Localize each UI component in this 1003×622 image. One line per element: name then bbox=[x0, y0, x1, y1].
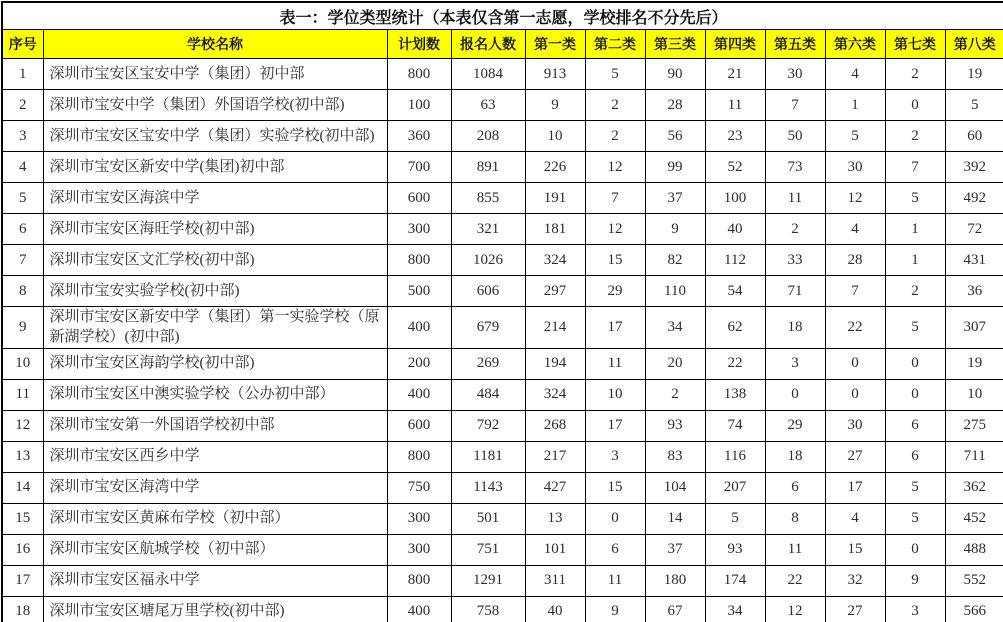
value-cell: 0 bbox=[885, 90, 945, 121]
value-cell: 452 bbox=[945, 503, 1003, 534]
value-cell: 6 bbox=[885, 410, 945, 441]
table-header-row bbox=[2, 30, 1003, 59]
value-cell: 566 bbox=[945, 596, 1003, 622]
value-cell: 9 bbox=[525, 90, 585, 121]
value-cell: 19 bbox=[945, 348, 1003, 379]
row-index-cell: 4 bbox=[2, 152, 43, 183]
value-cell: 19 bbox=[945, 59, 1003, 90]
value-cell: 492 bbox=[945, 183, 1003, 214]
value-cell: 5 bbox=[885, 472, 945, 503]
value-cell: 600 bbox=[387, 410, 451, 441]
row-index-cell: 9 bbox=[2, 307, 43, 349]
value-cell: 4 bbox=[825, 59, 885, 90]
table-row bbox=[2, 245, 1003, 276]
value-cell: 99 bbox=[645, 152, 705, 183]
value-cell: 275 bbox=[945, 410, 1003, 441]
value-cell: 0 bbox=[765, 379, 825, 410]
value-cell: 22 bbox=[765, 565, 825, 596]
value-cell: 21 bbox=[705, 59, 765, 90]
row-index-cell: 3 bbox=[2, 121, 43, 152]
value-cell: 10 bbox=[945, 379, 1003, 410]
value-cell: 0 bbox=[885, 534, 945, 565]
value-cell: 200 bbox=[387, 348, 451, 379]
row-index-cell: 11 bbox=[2, 379, 43, 410]
value-cell: 27 bbox=[825, 596, 885, 622]
value-cell: 500 bbox=[387, 276, 451, 307]
value-cell: 9 bbox=[585, 596, 645, 622]
value-cell: 800 bbox=[387, 565, 451, 596]
value-cell: 711 bbox=[945, 441, 1003, 472]
value-cell: 552 bbox=[945, 565, 1003, 596]
school-name-cell: 深圳市宝安中学（集团）外国语学校(初中部) bbox=[43, 90, 387, 121]
value-cell: 174 bbox=[705, 565, 765, 596]
value-cell: 82 bbox=[645, 245, 705, 276]
value-cell: 56 bbox=[645, 121, 705, 152]
value-cell: 321 bbox=[451, 214, 525, 245]
row-index-cell: 1 bbox=[2, 59, 43, 90]
row-index-cell: 6 bbox=[2, 214, 43, 245]
value-cell: 10 bbox=[585, 379, 645, 410]
row-index-cell: 2 bbox=[2, 90, 43, 121]
value-cell: 501 bbox=[451, 503, 525, 534]
value-cell: 1291 bbox=[451, 565, 525, 596]
school-name-cell: 深圳市宝安实验学校(初中部) bbox=[43, 276, 387, 307]
school-name-cell: 深圳市宝安区航城学校（初中部） bbox=[43, 534, 387, 565]
value-cell: 11 bbox=[765, 534, 825, 565]
value-cell: 300 bbox=[387, 503, 451, 534]
value-cell: 214 bbox=[525, 307, 585, 349]
value-cell: 5 bbox=[585, 59, 645, 90]
value-cell: 34 bbox=[705, 596, 765, 622]
value-cell: 307 bbox=[945, 307, 1003, 349]
value-cell: 17 bbox=[585, 410, 645, 441]
row-index-cell: 18 bbox=[2, 596, 43, 622]
school-name-cell: 深圳市宝安区海旺学校(初中部) bbox=[43, 214, 387, 245]
table-row bbox=[2, 503, 1003, 534]
school-name-cell: 深圳市宝安第一外国语学校初中部 bbox=[43, 410, 387, 441]
value-cell: 62 bbox=[705, 307, 765, 349]
value-cell: 269 bbox=[451, 348, 525, 379]
value-cell: 40 bbox=[525, 596, 585, 622]
row-index-cell: 7 bbox=[2, 245, 43, 276]
school-name-cell: 深圳市宝安区海湾中学 bbox=[43, 472, 387, 503]
value-cell: 600 bbox=[387, 183, 451, 214]
value-cell: 100 bbox=[387, 90, 451, 121]
value-cell: 15 bbox=[585, 472, 645, 503]
value-cell: 63 bbox=[451, 90, 525, 121]
value-cell: 101 bbox=[525, 534, 585, 565]
value-cell: 3 bbox=[765, 348, 825, 379]
value-cell: 207 bbox=[705, 472, 765, 503]
value-cell: 0 bbox=[885, 379, 945, 410]
table-row bbox=[2, 183, 1003, 214]
value-cell: 2 bbox=[885, 59, 945, 90]
value-cell: 12 bbox=[765, 596, 825, 622]
value-cell: 116 bbox=[705, 441, 765, 472]
value-cell: 11 bbox=[585, 565, 645, 596]
value-cell: 1 bbox=[825, 90, 885, 121]
value-cell: 7 bbox=[885, 152, 945, 183]
value-cell: 700 bbox=[387, 152, 451, 183]
value-cell: 297 bbox=[525, 276, 585, 307]
value-cell: 427 bbox=[525, 472, 585, 503]
value-cell: 360 bbox=[387, 121, 451, 152]
value-cell: 7 bbox=[765, 90, 825, 121]
value-cell: 93 bbox=[645, 410, 705, 441]
value-cell: 324 bbox=[525, 245, 585, 276]
table-row bbox=[2, 534, 1003, 565]
school-name-cell: 深圳市宝安区西乡中学 bbox=[43, 441, 387, 472]
school-name-cell: 深圳市宝安区文汇学校(初中部) bbox=[43, 245, 387, 276]
value-cell: 104 bbox=[645, 472, 705, 503]
value-cell: 4 bbox=[825, 214, 885, 245]
value-cell: 2 bbox=[585, 121, 645, 152]
value-cell: 11 bbox=[585, 348, 645, 379]
value-cell: 488 bbox=[945, 534, 1003, 565]
value-cell: 30 bbox=[825, 152, 885, 183]
column-header-4: 报名人数 bbox=[451, 30, 525, 59]
value-cell: 5 bbox=[885, 183, 945, 214]
value-cell: 73 bbox=[765, 152, 825, 183]
value-cell: 800 bbox=[387, 59, 451, 90]
value-cell: 400 bbox=[387, 379, 451, 410]
value-cell: 758 bbox=[451, 596, 525, 622]
value-cell: 6 bbox=[585, 534, 645, 565]
value-cell: 27 bbox=[825, 441, 885, 472]
value-cell: 33 bbox=[765, 245, 825, 276]
value-cell: 1026 bbox=[451, 245, 525, 276]
value-cell: 792 bbox=[451, 410, 525, 441]
column-header-2: 学校名称 bbox=[43, 30, 387, 59]
row-index-cell: 16 bbox=[2, 534, 43, 565]
value-cell: 100 bbox=[705, 183, 765, 214]
value-cell: 54 bbox=[705, 276, 765, 307]
value-cell: 606 bbox=[451, 276, 525, 307]
value-cell: 6 bbox=[765, 472, 825, 503]
value-cell: 1 bbox=[885, 214, 945, 245]
column-header-6: 第二类 bbox=[585, 30, 645, 59]
row-index-cell: 8 bbox=[2, 276, 43, 307]
value-cell: 181 bbox=[525, 214, 585, 245]
table-row bbox=[2, 596, 1003, 622]
value-cell: 226 bbox=[525, 152, 585, 183]
row-index-cell: 14 bbox=[2, 472, 43, 503]
value-cell: 2 bbox=[645, 379, 705, 410]
table-row bbox=[2, 307, 1003, 349]
value-cell: 28 bbox=[825, 245, 885, 276]
school-name-cell: 深圳市宝安区海韵学校(初中部) bbox=[43, 348, 387, 379]
value-cell: 217 bbox=[525, 441, 585, 472]
value-cell: 11 bbox=[765, 183, 825, 214]
value-cell: 22 bbox=[705, 348, 765, 379]
value-cell: 180 bbox=[645, 565, 705, 596]
value-cell: 52 bbox=[705, 152, 765, 183]
value-cell: 50 bbox=[765, 121, 825, 152]
value-cell: 28 bbox=[645, 90, 705, 121]
table-body bbox=[2, 59, 1003, 622]
school-name-cell: 深圳市宝安区中澳实验学校（公办初中部） bbox=[43, 379, 387, 410]
column-header-9: 第五类 bbox=[765, 30, 825, 59]
value-cell: 4 bbox=[825, 503, 885, 534]
value-cell: 392 bbox=[945, 152, 1003, 183]
table-title: 表一：学位类型统计（本表仅含第一志愿，学校排名不分先后） bbox=[2, 2, 1003, 30]
value-cell: 1143 bbox=[451, 472, 525, 503]
value-cell: 37 bbox=[645, 183, 705, 214]
value-cell: 17 bbox=[585, 307, 645, 349]
column-header-3: 计划数 bbox=[387, 30, 451, 59]
value-cell: 83 bbox=[645, 441, 705, 472]
row-index-cell: 15 bbox=[2, 503, 43, 534]
value-cell: 3 bbox=[585, 441, 645, 472]
value-cell: 9 bbox=[885, 565, 945, 596]
value-cell: 300 bbox=[387, 214, 451, 245]
row-index-cell: 10 bbox=[2, 348, 43, 379]
value-cell: 72 bbox=[945, 214, 1003, 245]
value-cell: 2 bbox=[585, 90, 645, 121]
degree-type-stat-table bbox=[1, 1, 1003, 622]
value-cell: 268 bbox=[525, 410, 585, 441]
value-cell: 5 bbox=[885, 503, 945, 534]
value-cell: 7 bbox=[585, 183, 645, 214]
table-row bbox=[2, 90, 1003, 121]
table-row bbox=[2, 410, 1003, 441]
school-name-cell: 深圳市宝安区宝安中学（集团）实验学校(初中部) bbox=[43, 121, 387, 152]
value-cell: 90 bbox=[645, 59, 705, 90]
value-cell: 484 bbox=[451, 379, 525, 410]
value-cell: 362 bbox=[945, 472, 1003, 503]
column-header-1: 序号 bbox=[2, 30, 43, 59]
row-index-cell: 17 bbox=[2, 565, 43, 596]
column-header-10: 第六类 bbox=[825, 30, 885, 59]
value-cell: 2 bbox=[885, 121, 945, 152]
school-name-cell: 深圳市宝安区新安中学（集团）第一实验学校（原新湖学校）(初中部) bbox=[43, 307, 387, 349]
value-cell: 15 bbox=[585, 245, 645, 276]
value-cell: 110 bbox=[645, 276, 705, 307]
table-row bbox=[2, 59, 1003, 90]
value-cell: 12 bbox=[825, 183, 885, 214]
table-row bbox=[2, 379, 1003, 410]
value-cell: 5 bbox=[945, 90, 1003, 121]
column-header-12: 第八类 bbox=[945, 30, 1003, 59]
value-cell: 34 bbox=[645, 307, 705, 349]
value-cell: 71 bbox=[765, 276, 825, 307]
value-cell: 93 bbox=[705, 534, 765, 565]
row-index-cell: 12 bbox=[2, 410, 43, 441]
value-cell: 11 bbox=[705, 90, 765, 121]
value-cell: 324 bbox=[525, 379, 585, 410]
value-cell: 14 bbox=[645, 503, 705, 534]
value-cell: 1084 bbox=[451, 59, 525, 90]
value-cell: 20 bbox=[645, 348, 705, 379]
value-cell: 6 bbox=[885, 441, 945, 472]
value-cell: 18 bbox=[765, 307, 825, 349]
value-cell: 311 bbox=[525, 565, 585, 596]
table-row bbox=[2, 441, 1003, 472]
value-cell: 30 bbox=[825, 410, 885, 441]
value-cell: 891 bbox=[451, 152, 525, 183]
value-cell: 22 bbox=[825, 307, 885, 349]
value-cell: 7 bbox=[825, 276, 885, 307]
value-cell: 800 bbox=[387, 441, 451, 472]
value-cell: 300 bbox=[387, 534, 451, 565]
school-name-cell: 深圳市宝安区海滨中学 bbox=[43, 183, 387, 214]
value-cell: 400 bbox=[387, 596, 451, 622]
value-cell: 855 bbox=[451, 183, 525, 214]
value-cell: 913 bbox=[525, 59, 585, 90]
value-cell: 74 bbox=[705, 410, 765, 441]
value-cell: 1 bbox=[885, 245, 945, 276]
value-cell: 29 bbox=[765, 410, 825, 441]
value-cell: 112 bbox=[705, 245, 765, 276]
row-index-cell: 5 bbox=[2, 183, 43, 214]
school-name-cell: 深圳市宝安区塘尾万里学校(初中部) bbox=[43, 596, 387, 622]
value-cell: 18 bbox=[765, 441, 825, 472]
value-cell: 2 bbox=[765, 214, 825, 245]
value-cell: 8 bbox=[765, 503, 825, 534]
value-cell: 13 bbox=[525, 503, 585, 534]
value-cell: 40 bbox=[705, 214, 765, 245]
school-name-cell: 深圳市宝安区宝安中学（集团）初中部 bbox=[43, 59, 387, 90]
table-row bbox=[2, 472, 1003, 503]
value-cell: 37 bbox=[645, 534, 705, 565]
value-cell: 10 bbox=[525, 121, 585, 152]
value-cell: 5 bbox=[825, 121, 885, 152]
value-cell: 36 bbox=[945, 276, 1003, 307]
table-row bbox=[2, 152, 1003, 183]
value-cell: 0 bbox=[585, 503, 645, 534]
table-row bbox=[2, 276, 1003, 307]
value-cell: 30 bbox=[765, 59, 825, 90]
column-header-7: 第三类 bbox=[645, 30, 705, 59]
title-row bbox=[2, 2, 1003, 30]
value-cell: 751 bbox=[451, 534, 525, 565]
column-header-5: 第一类 bbox=[525, 30, 585, 59]
school-name-cell: 深圳市宝安区新安中学(集团)初中部 bbox=[43, 152, 387, 183]
value-cell: 12 bbox=[585, 214, 645, 245]
value-cell: 12 bbox=[585, 152, 645, 183]
value-cell: 23 bbox=[705, 121, 765, 152]
column-header-11: 第七类 bbox=[885, 30, 945, 59]
value-cell: 431 bbox=[945, 245, 1003, 276]
table-row bbox=[2, 348, 1003, 379]
value-cell: 29 bbox=[585, 276, 645, 307]
table-row bbox=[2, 565, 1003, 596]
value-cell: 679 bbox=[451, 307, 525, 349]
value-cell: 15 bbox=[825, 534, 885, 565]
value-cell: 67 bbox=[645, 596, 705, 622]
value-cell: 5 bbox=[885, 307, 945, 349]
value-cell: 3 bbox=[885, 596, 945, 622]
school-name-cell: 深圳市宝安区福永中学 bbox=[43, 565, 387, 596]
value-cell: 138 bbox=[705, 379, 765, 410]
table-row bbox=[2, 121, 1003, 152]
value-cell: 0 bbox=[825, 348, 885, 379]
row-index-cell: 13 bbox=[2, 441, 43, 472]
value-cell: 17 bbox=[825, 472, 885, 503]
value-cell: 191 bbox=[525, 183, 585, 214]
value-cell: 2 bbox=[885, 276, 945, 307]
school-name-cell: 深圳市宝安区黄麻布学校（初中部） bbox=[43, 503, 387, 534]
value-cell: 9 bbox=[645, 214, 705, 245]
value-cell: 194 bbox=[525, 348, 585, 379]
column-header-8: 第四类 bbox=[705, 30, 765, 59]
value-cell: 750 bbox=[387, 472, 451, 503]
value-cell: 32 bbox=[825, 565, 885, 596]
value-cell: 400 bbox=[387, 307, 451, 349]
value-cell: 800 bbox=[387, 245, 451, 276]
value-cell: 0 bbox=[885, 348, 945, 379]
value-cell: 208 bbox=[451, 121, 525, 152]
value-cell: 60 bbox=[945, 121, 1003, 152]
table-row bbox=[2, 214, 1003, 245]
value-cell: 5 bbox=[705, 503, 765, 534]
value-cell: 1181 bbox=[451, 441, 525, 472]
value-cell: 0 bbox=[825, 379, 885, 410]
